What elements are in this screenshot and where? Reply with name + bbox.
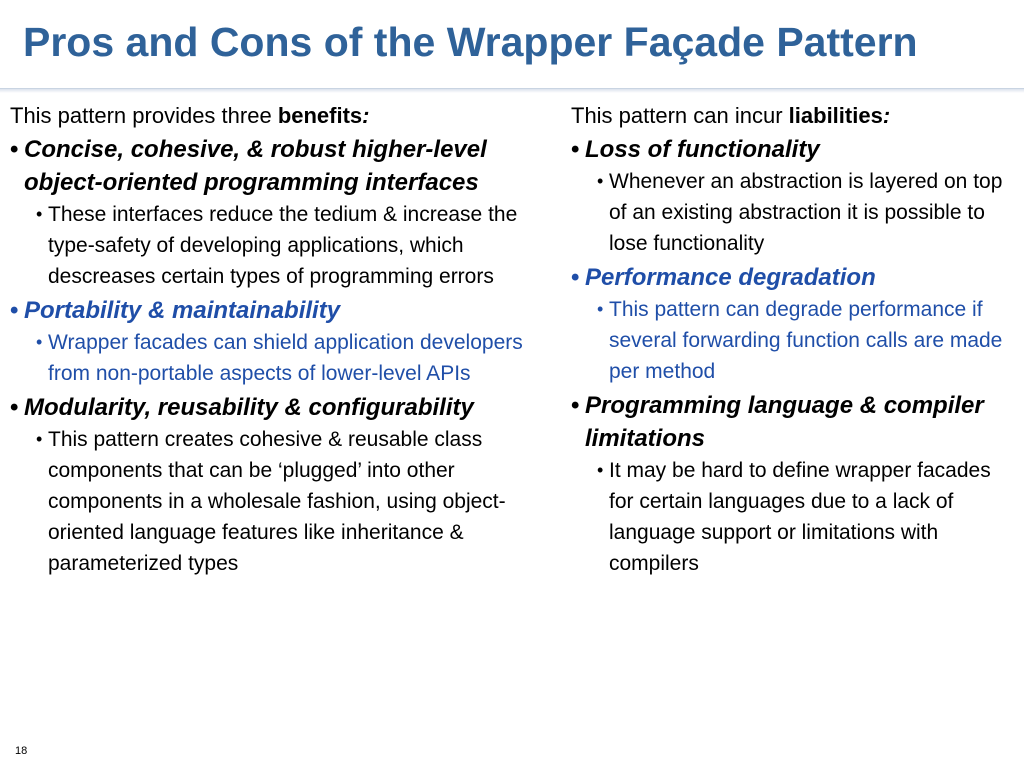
bullet-icon: • <box>597 460 604 480</box>
liability-detail-1-text: Whenever an abstraction is layered on top of an existing abstraction it is possible to lose functionality <box>609 170 1003 255</box>
bullet-icon: • <box>36 429 43 449</box>
benefit-detail-2 <box>10 327 535 389</box>
liability-detail-2-text: This pattern can degrade performance if several forwarding function calls are made per method <box>609 298 1003 383</box>
benefit-heading-3 <box>10 391 535 424</box>
benefit-heading-2-text: Portability & maintainability <box>24 297 341 324</box>
page-number: 18 <box>15 745 28 757</box>
benefit-detail-3 <box>10 424 535 579</box>
bullet-icon: • <box>597 299 604 319</box>
benefits-keyword: benefits <box>277 103 363 128</box>
liability-heading-1 <box>571 133 1021 166</box>
bullet-icon: • <box>597 171 604 191</box>
bullet-icon: • <box>10 297 19 324</box>
bullet-icon: • <box>36 332 43 352</box>
liability-detail-2 <box>571 294 1021 387</box>
liabilities-keyword: liabilities <box>788 103 883 128</box>
benefit-detail-2-text: Wrapper facades can shield application developers from non-portable aspects of lower-level APIs <box>48 331 523 385</box>
benefit-detail-1 <box>10 199 535 292</box>
bullet-icon: • <box>571 264 580 291</box>
liability-heading-1-text: Loss of functionality <box>585 136 820 163</box>
liability-heading-3-text: Programming language & compiler limitations <box>585 392 984 452</box>
title-divider-shadow <box>0 89 1024 93</box>
liabilities-column <box>571 101 1021 579</box>
slide-title: Pros and Cons of the Wrapper Façade Pattern <box>23 19 918 65</box>
benefit-heading-3-text: Modularity, reusability & configurability <box>24 394 474 421</box>
liabilities-colon: : <box>882 103 891 128</box>
bullet-icon: • <box>571 136 580 163</box>
liability-heading-2 <box>571 261 1021 294</box>
benefit-heading-1-text: Concise, cohesive, & robust higher-level object-oriented programming interfaces <box>24 136 487 196</box>
benefit-detail-1-text: These interfaces reduce the tedium & increase the type-safety of developing applications, which descreases certain types of programming errors <box>48 203 518 288</box>
bullet-icon: • <box>10 136 19 163</box>
benefit-heading-1 <box>10 133 535 199</box>
bullet-icon: • <box>571 392 580 419</box>
liability-detail-3 <box>571 455 1021 579</box>
bullet-icon: • <box>10 394 19 421</box>
liability-detail-3-text: It may be hard to define wrapper facades for certain languages due to a lack of language support or limitations with compilers <box>609 459 991 575</box>
liability-heading-3 <box>571 389 1021 455</box>
benefit-heading-2 <box>10 294 535 327</box>
benefits-column <box>10 101 535 579</box>
liabilities-intro-text: This pattern can incur <box>571 103 789 128</box>
benefit-detail-3-text: This pattern creates cohesive & reusable class components that can be ‘plugged’ into other components in a wholesale fashion, using object-oriented language features like inheritance & parameterized types <box>48 428 506 575</box>
bullet-icon: • <box>36 204 43 224</box>
benefits-colon: : <box>362 103 370 128</box>
liability-heading-2-text: Performance degradation <box>585 264 876 291</box>
liability-detail-1 <box>571 166 1021 259</box>
benefits-intro-text: This pattern provides three <box>10 103 278 128</box>
liabilities-intro <box>571 101 1021 131</box>
benefits-intro <box>10 101 535 131</box>
